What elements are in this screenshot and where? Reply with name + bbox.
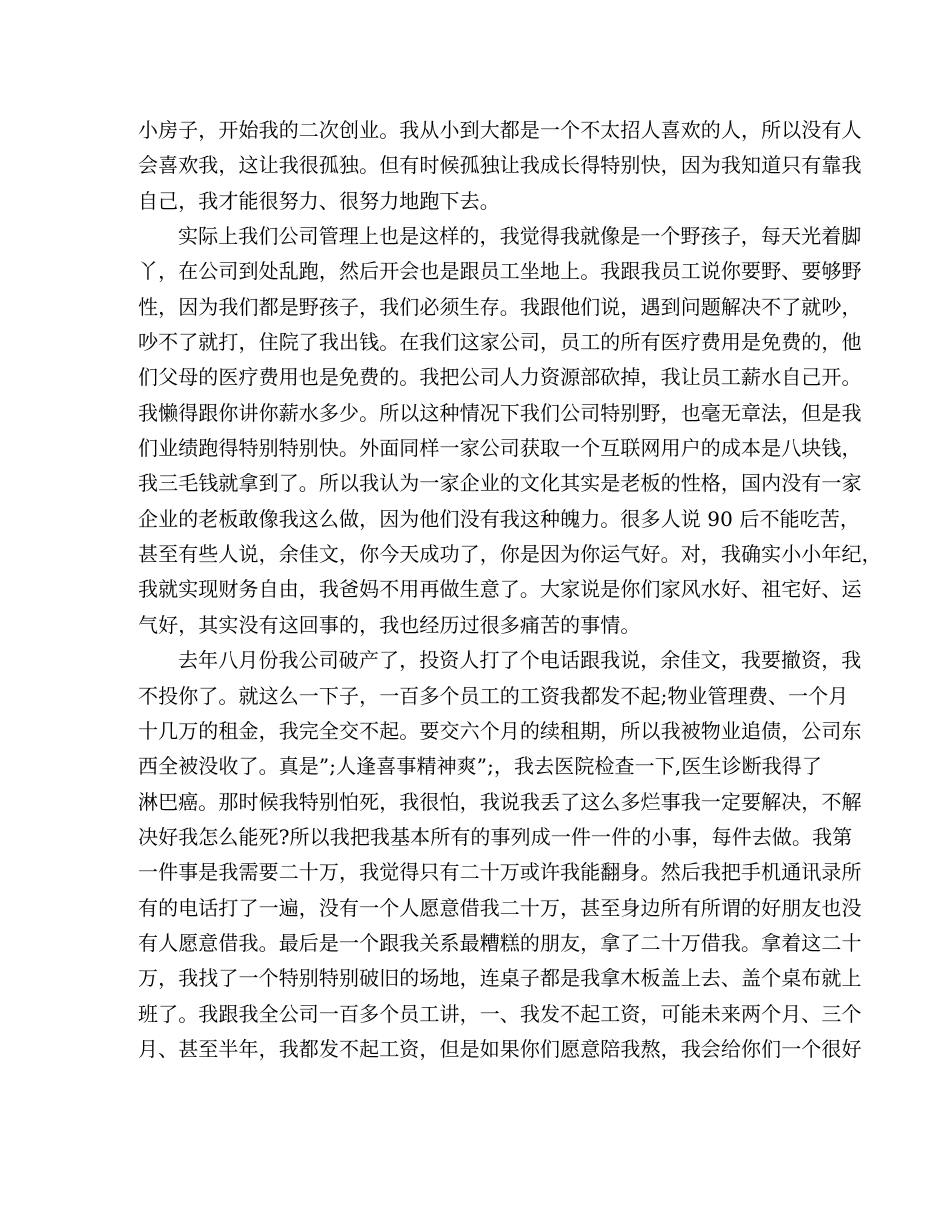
- text-line: 月、甚至半年，我都发不起工资，但是如果你们愿意陪我熬，我会给你们一个很好: [138, 1036, 862, 1061]
- text-line: 企业的老板敢像我这么做，因为他们没有我这种魄力。很多人说 90 后不能吃苦，: [138, 506, 860, 531]
- text-line: 自己，我才能很努力、很努力地跑下去。: [138, 188, 500, 213]
- text-line: 决好我怎么能死?所以我把我基本所有的事列成一件一件的小事，每件去做。我第: [138, 824, 853, 849]
- text-line: 吵不了就打，住院了我出钱。在我们这家公司，员工的所有医疗费用是免费的，他: [138, 330, 862, 355]
- text-line: 小房子，开始我的二次创业。我从小到大都是一个不太招人喜欢的人，所以没有人: [138, 118, 862, 142]
- text-line: 性，因为我们都是野孩子，我们必须生存。我跟他们说，遇到问题解决不了就吵，: [138, 294, 862, 319]
- text-line: 我就实现财务自由，我爸妈不用再做生意了。大家说是你们家风水好、祖宅好、运: [138, 577, 862, 602]
- text-line: 会喜欢我，这让我很孤独。但有时候孤独让我成长得特别快，因为我知道只有靠我: [138, 153, 862, 178]
- text-line: 万，我找了一个特别特别破旧的场地，连桌子都是我拿木板盖上去、盖个桌布就上: [138, 966, 862, 991]
- text-line: 西全被没收了。真是”;人逢喜事精神爽”;，我去医院检查一下,医生诊断我得了: [138, 754, 822, 779]
- body-text: [138, 113, 882, 1067]
- text-line: 我懒得跟你讲你薪水多少。所以这种情况下我们公司特别野，也毫无章法，但是我: [138, 400, 862, 425]
- text-line: 们父母的医疗费用也是免费的。我把公司人力资源部砍掉，我让员工薪水自己开。: [138, 365, 862, 390]
- text-line: 淋巴癌。那时候我特别怕死，我很怕，我说我丢了这么多烂事我一定要解决，不解: [138, 789, 862, 814]
- text-line: 丫，在公司到处乱跑，然后开会也是跟员工坐地上。我跟我员工说你要野、要够野: [138, 259, 862, 284]
- text-line: 气好，其实没有这回事的，我也经历过很多痛苦的事情。: [138, 612, 641, 637]
- paragraph-first-line: 实际上我们公司管理上也是这样的，我觉得我就像是一个野孩子，每天光着脚: [178, 224, 862, 249]
- text-line: 我三毛钱就拿到了。所以我认为一家企业的文化其实是老板的性格，国内没有一家: [138, 471, 862, 496]
- text-line: 们业绩跑得特别特别快。外面同样一家公司获取一个互联网用户的成本是八块钱，: [138, 436, 862, 461]
- text-line: 班了。我跟我全公司一百多个员工讲，一、我发不起工资，可能未来两个月、三个: [138, 1001, 862, 1026]
- text-line: 不投你了。就这么一下子，一百多个员工的工资我都发不起;物业管理费、一个月: [138, 683, 849, 708]
- text-line: 十几万的租金，我完全交不起。要交六个月的续租期，所以我被物业追债，公司东: [138, 718, 862, 743]
- text-line: 一件事是我需要二十万，我觉得只有二十万或许我能翻身。然后我把手机通讯录所: [138, 860, 862, 885]
- paragraph-first-line: 去年八月份我公司破产了，投资人打了个电话跟我说，余佳文，我要撤资，我: [178, 648, 862, 673]
- text-line: 有人愿意借我。最后是一个跟我关系最糟糕的朋友，拿了二十万借我。拿着这二十: [138, 930, 862, 955]
- text-line: 甚至有些人说，余佳文，你今天成功了，你是因为你运气好。对，我确实小小年纪，: [138, 542, 882, 567]
- text-line: 有的电话打了一遍，没有一个人愿意借我二十万，甚至身边所有所谓的好朋友也没: [138, 895, 862, 920]
